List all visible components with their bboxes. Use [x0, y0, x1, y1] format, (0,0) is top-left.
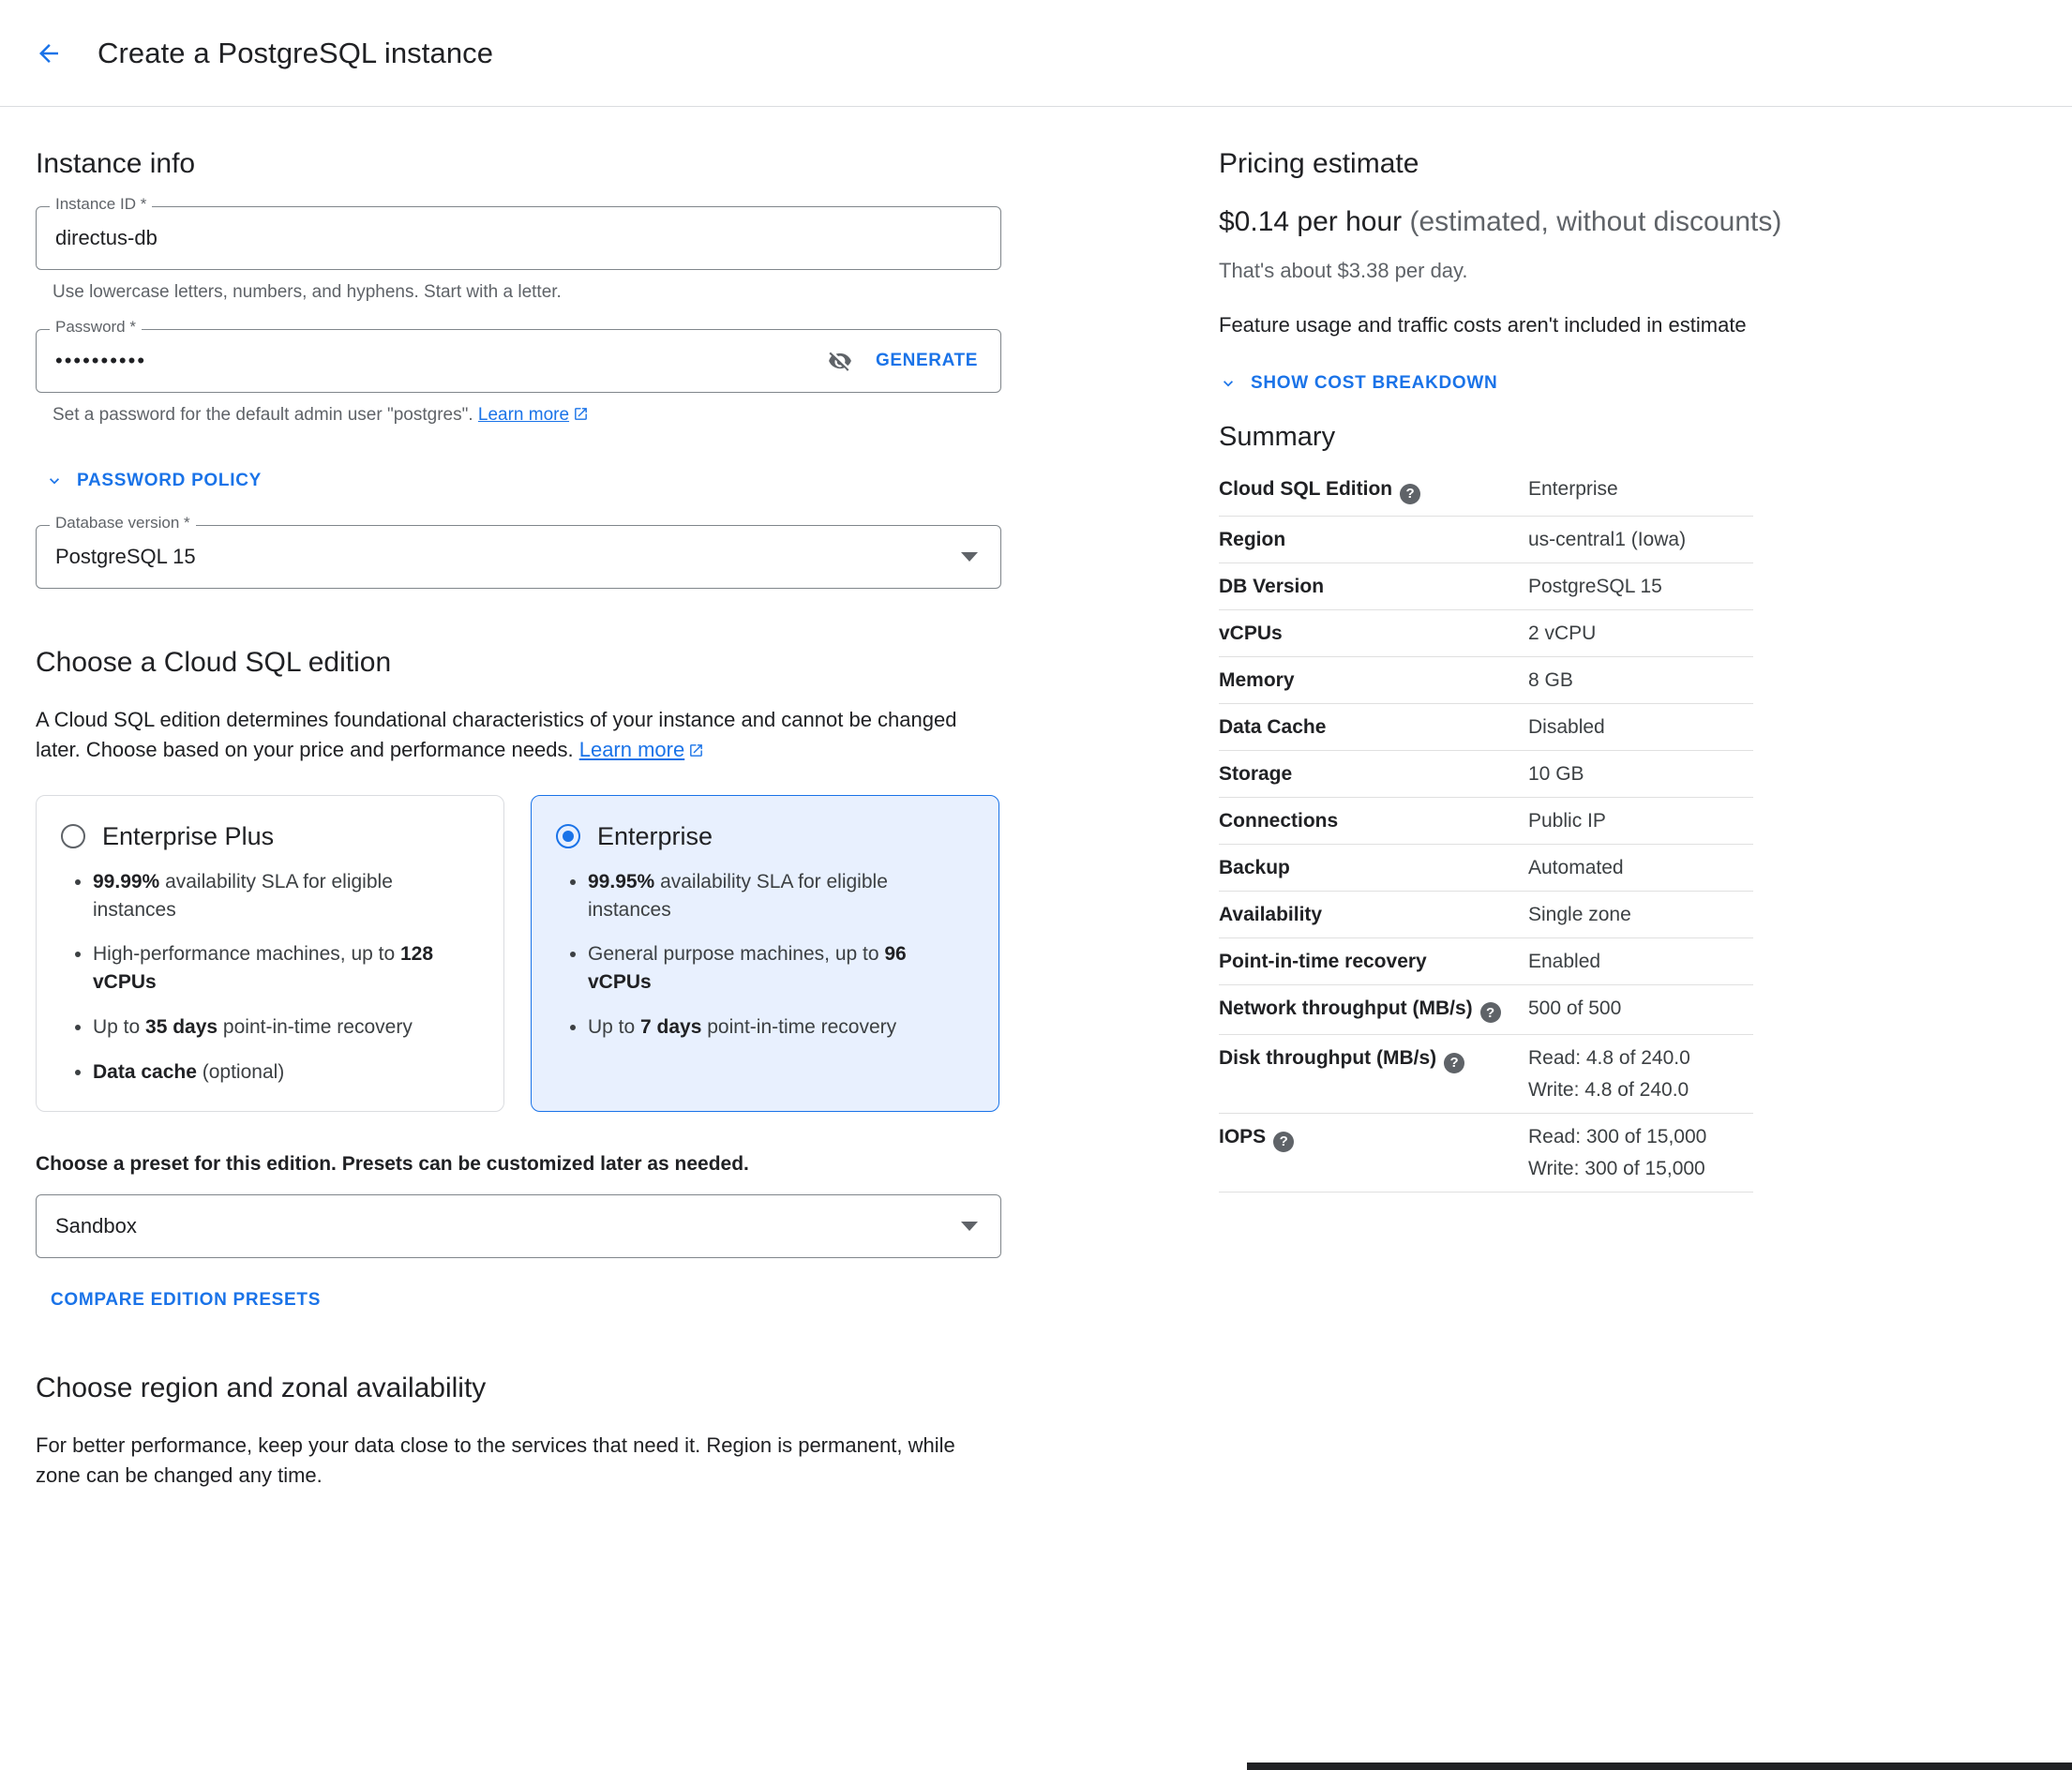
external-link-icon [688, 737, 704, 767]
table-row [1219, 1114, 1753, 1192]
summary-value-line: Read: 300 of 15,000 [1528, 1126, 1707, 1148]
table-row [1219, 891, 1753, 938]
main-form-column [0, 107, 1200, 1490]
show-cost-breakdown-label: SHOW COST BREAKDOWN [1251, 373, 1498, 393]
summary-heading: Summary [1219, 422, 1336, 452]
instance-info-heading: Instance info [36, 148, 196, 179]
summary-key [1219, 984, 1528, 1035]
bullet-bold: 128 vCPUs [93, 943, 434, 994]
instance-id-label: Instance ID * [50, 196, 152, 212]
summary-value: Enabled [1528, 938, 1753, 984]
summary-value: Public IP [1528, 797, 1753, 844]
external-link-icon [573, 406, 589, 428]
price-disclaimer: Feature usage and traffic costs aren't included in estimate [1219, 313, 1747, 337]
summary-value: Automated [1528, 844, 1753, 891]
preset-label: Choose a preset for this edition. Presets can be customized later as needed. [36, 1152, 749, 1175]
instance-id-input[interactable]: directus-db [55, 226, 158, 249]
summary-key-text: Cloud SQL Edition [1219, 478, 1393, 500]
summary-key [1219, 1114, 1528, 1192]
table-row [1219, 984, 1753, 1035]
chevron-down-icon [45, 472, 64, 490]
bullet-pre: Up to [93, 1016, 146, 1039]
summary-value-line: Write: 300 of 15,000 [1528, 1158, 1705, 1179]
summary-value: Disabled [1528, 703, 1753, 750]
table-row [1219, 797, 1753, 844]
summary-value: 2 vCPU [1528, 609, 1753, 656]
password-input[interactable]: •••••••••• [55, 349, 147, 372]
help-icon[interactable]: ? [1400, 484, 1420, 504]
instance-id-help: Use lowercase letters, numbers, and hyphens. Start with a letter. [53, 282, 562, 302]
summary-value-line: Write: 4.8 of 240.0 [1528, 1079, 1689, 1101]
bullet-rest: point-in-time recovery [701, 1016, 897, 1039]
summary-key: vCPUs [1219, 609, 1528, 656]
back-arrow-icon[interactable] [26, 31, 71, 76]
edition-card-enterprise-plus[interactable] [36, 795, 504, 1112]
database-version-value: PostgreSQL 15 [55, 545, 196, 568]
compare-edition-presets-button[interactable]: COMPARE EDITION PRESETS [51, 1289, 322, 1310]
list-item [93, 1058, 479, 1087]
summary-value: 500 of 500 [1528, 984, 1753, 1035]
price-per-day: That's about $3.38 per day. [1219, 259, 1468, 282]
summary-key-text: Network throughput (MB/s) [1219, 997, 1473, 1019]
help-icon[interactable]: ? [1444, 1053, 1464, 1073]
radio-enterprise-plus[interactable] [61, 824, 85, 848]
generate-password-button[interactable]: GENERATE [876, 351, 978, 370]
database-version-label: Database version * [50, 515, 196, 531]
table-row [1219, 703, 1753, 750]
summary-key: Memory [1219, 656, 1528, 703]
bullet-bold: 35 days [145, 1016, 218, 1039]
page-header [0, 0, 2072, 107]
bullet-bold: 99.95% [588, 870, 655, 892]
summary-key: Availability [1219, 891, 1528, 938]
bullet-rest: availability SLA for eligible instances [588, 870, 888, 921]
summary-key: Backup [1219, 844, 1528, 891]
bullet-pre: High-performance machines, up to [93, 943, 400, 966]
summary-key: Data Cache [1219, 703, 1528, 750]
summary-key: Connections [1219, 797, 1528, 844]
summary-key: Storage [1219, 750, 1528, 797]
summary-value: Single zone [1528, 891, 1753, 938]
summary-table [1219, 466, 1753, 1192]
table-row [1219, 1035, 1753, 1114]
edition-description-text: A Cloud SQL edition determines foundational characteristics of your instance and cannot be changed later. Choose based on your price and performance needs. [36, 708, 957, 761]
edition-card-title: Enterprise Plus [102, 821, 275, 850]
pricing-column [1200, 107, 2072, 1490]
summary-key [1219, 466, 1528, 516]
edition-card-enterprise[interactable] [531, 795, 999, 1112]
bullet-bold: 99.99% [93, 870, 160, 892]
summary-value: 8 GB [1528, 656, 1753, 703]
summary-key: DB Version [1219, 562, 1528, 609]
list-item [93, 940, 479, 997]
bullet-bold: Data cache [93, 1060, 197, 1083]
chevron-down-icon [1219, 374, 1238, 393]
bottom-accent-bar [1247, 1762, 2072, 1770]
password-label: Password * [50, 319, 142, 335]
table-row [1219, 750, 1753, 797]
summary-value [1528, 1035, 1753, 1114]
chevron-down-icon [961, 552, 978, 562]
instance-id-field[interactable] [36, 195, 1001, 270]
edition-heading: Choose a Cloud SQL edition [36, 647, 392, 678]
eye-off-icon[interactable] [819, 340, 861, 382]
table-row [1219, 938, 1753, 984]
table-row [1219, 466, 1753, 516]
table-row [1219, 516, 1753, 562]
bullet-pre: Up to [588, 1016, 641, 1039]
bullet-rest: availability SLA for eligible instances [93, 870, 393, 921]
table-row [1219, 656, 1753, 703]
bullet-rest: (optional) [196, 1060, 285, 1083]
pricing-heading: Pricing estimate [1219, 148, 1419, 179]
edition-options [36, 795, 1006, 1112]
table-row [1219, 844, 1753, 891]
summary-key-text: Disk throughput (MB/s) [1219, 1047, 1437, 1069]
summary-value: PostgreSQL 15 [1528, 562, 1753, 609]
region-heading: Choose region and zonal availability [36, 1372, 487, 1403]
bullet-bold: 96 vCPUs [588, 943, 907, 994]
chevron-down-icon [961, 1222, 978, 1231]
region-description: For better performance, keep your data close to the services that need it. Region is permanent, while zone can be changed any time. [36, 1432, 955, 1487]
summary-value: us-central1 (Iowa) [1528, 516, 1753, 562]
summary-value: 10 GB [1528, 750, 1753, 797]
bullet-rest: point-in-time recovery [218, 1016, 413, 1039]
edition-description [36, 705, 1006, 767]
password-help-text: Set a password for the default admin user "postgres". [53, 405, 473, 425]
summary-value-line: Read: 4.8 of 240.0 [1528, 1047, 1690, 1069]
preset-value: Sandbox [55, 1213, 137, 1238]
radio-enterprise[interactable] [556, 824, 580, 848]
page-title: Create a PostgreSQL instance [98, 36, 494, 69]
summary-value: Enterprise [1528, 466, 1753, 516]
table-row [1219, 609, 1753, 656]
list-item [588, 940, 974, 997]
help-icon[interactable]: ? [1273, 1132, 1294, 1152]
database-version-select[interactable] [36, 514, 1001, 589]
price-note: (estimated, without discounts) [1409, 206, 1782, 237]
list-item [93, 868, 479, 924]
password-policy-expander[interactable] [45, 471, 1163, 491]
list-item [588, 868, 974, 924]
bullet-pre: General purpose machines, up to [588, 943, 885, 966]
summary-key: Region [1219, 516, 1528, 562]
edition-card-title: Enterprise [597, 821, 713, 850]
edition-learn-more-link[interactable]: Learn more [578, 737, 685, 761]
show-cost-breakdown-button[interactable] [1219, 373, 2034, 394]
summary-key: Point-in-time recovery [1219, 938, 1528, 984]
summary-key-text: IOPS [1219, 1126, 1267, 1148]
preset-select[interactable] [36, 1194, 1001, 1258]
price-per-hour [1219, 206, 2034, 238]
help-icon[interactable]: ? [1480, 1002, 1501, 1023]
summary-value [1528, 1114, 1753, 1192]
price-value: $0.14 per hour [1219, 206, 1403, 237]
summary-key [1219, 1035, 1528, 1114]
list-item [93, 1013, 479, 1042]
password-help [53, 405, 1163, 428]
list-item [588, 1013, 974, 1042]
password-learn-more-link[interactable]: Learn more [477, 405, 570, 425]
bullet-bold: 7 days [640, 1016, 702, 1039]
password-policy-label: PASSWORD POLICY [77, 471, 262, 490]
password-field[interactable] [36, 318, 1001, 393]
table-row [1219, 562, 1753, 609]
